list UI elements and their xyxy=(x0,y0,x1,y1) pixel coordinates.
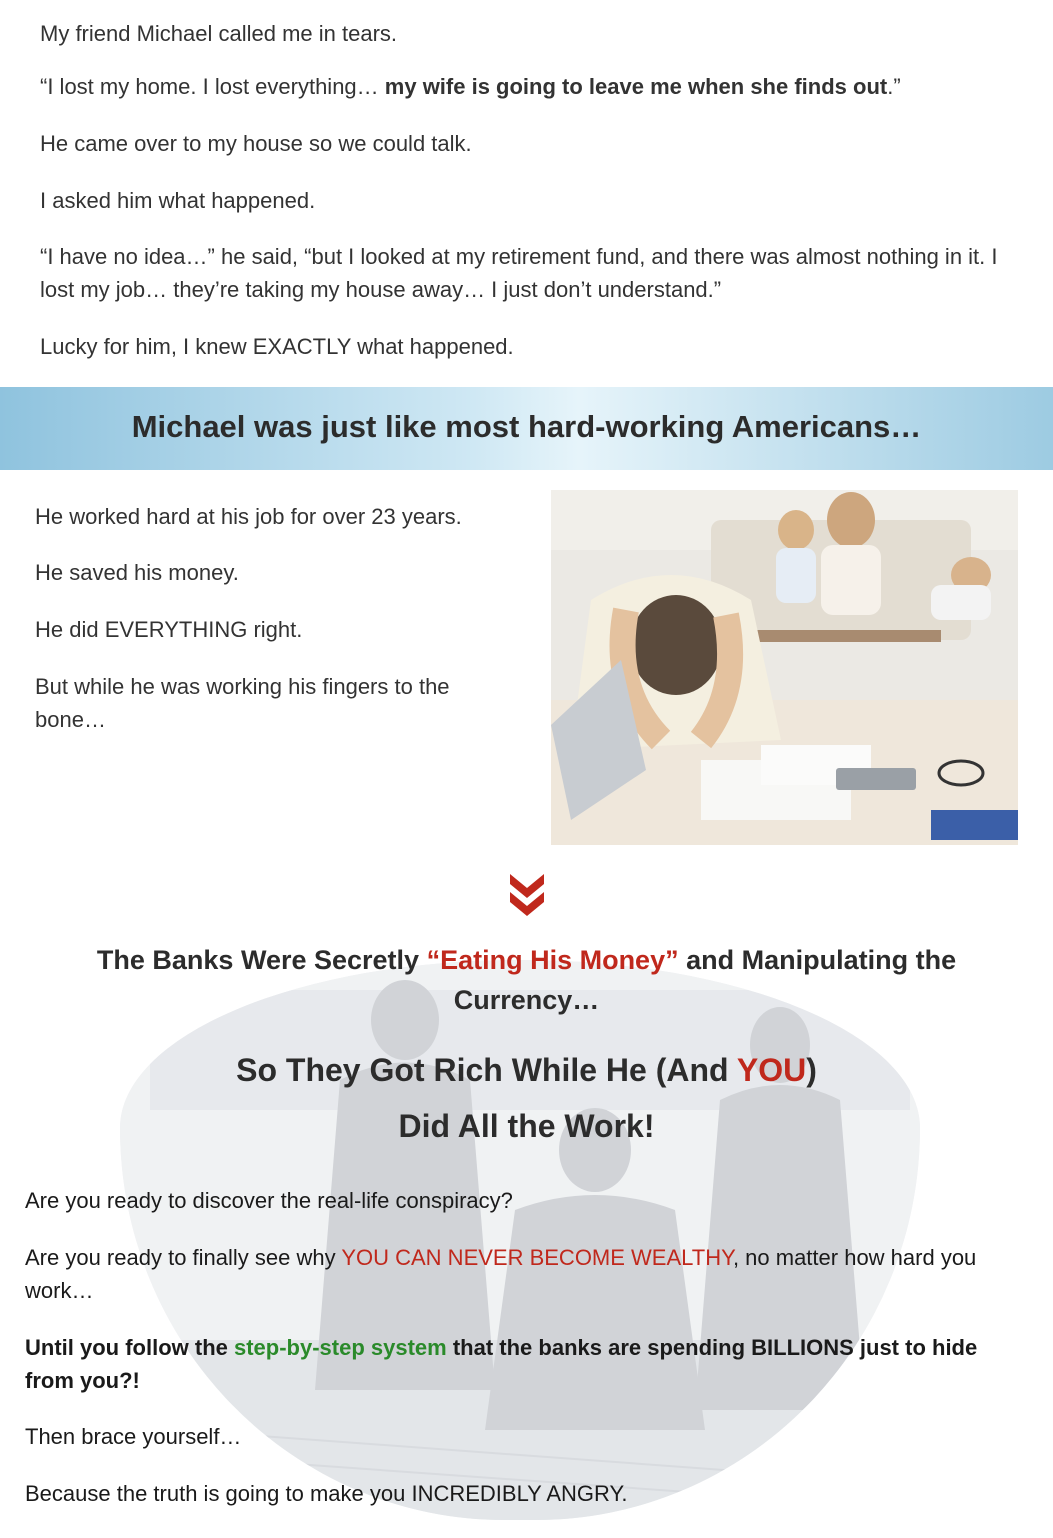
headline-banks-end: and Manipulating the Currency… xyxy=(453,945,957,1015)
intro-paragraph-1: My friend Michael called me in tears. xyxy=(40,21,398,46)
closing-p3-highlight: step-by-step system xyxy=(233,1335,447,1360)
intro-paragraph-2 xyxy=(40,70,1020,103)
story-paragraph-2: He saved his money. xyxy=(35,560,239,585)
closing-paragraph-2 xyxy=(25,1241,1030,1307)
intro-quote-end: .” xyxy=(887,74,901,99)
closing-paragraph-5: Because the truth is going to make you INCREDIBLY ANGRY. xyxy=(25,1481,628,1506)
intro-card xyxy=(0,0,1053,387)
headline-work: Did All the Work! xyxy=(398,1108,655,1144)
intro-quote-start: “I lost my home. I lost everything… xyxy=(40,74,385,99)
intro-paragraph-3: He came over to my house so we could talk. xyxy=(40,131,472,156)
closing-p2-start: Are you ready to finally see why xyxy=(25,1245,342,1270)
section-heading: Michael was just like most hard-working Americans… xyxy=(131,409,922,444)
closing-paragraph-1: Are you ready to discover the real-life conspiracy? xyxy=(25,1188,513,1213)
closing-p2-end: , no matter how hard you work… xyxy=(25,1245,977,1303)
headline-banks-start: The Banks Were Secretly xyxy=(96,945,427,975)
headline-rich xyxy=(40,1050,1013,1090)
headline-rich-start: So They Got Rich While He (And xyxy=(236,1052,737,1088)
headline-banks-highlight: “Eating His Money” xyxy=(426,945,679,975)
intro-paragraph-6: Lucky for him, I knew EXACTLY what happened. xyxy=(40,334,514,359)
intro-paragraph-4: I asked him what happened. xyxy=(40,188,316,213)
headline-rich-highlight: YOU xyxy=(736,1052,807,1088)
story-paragraph-3: He did EVERYTHING right. xyxy=(35,617,303,642)
headline-rich-end: ) xyxy=(806,1052,817,1088)
intro-paragraph-5: “I have no idea…” he said, “but I looked at my retirement fund, and there was almost nothing in it. I lost my job… they’re taking my house away… I just don’t understand.” xyxy=(40,244,998,302)
closing-paragraph-3 xyxy=(25,1331,1030,1397)
closing-p3-start: Until you follow the xyxy=(25,1335,234,1360)
double-chevron-down-icon xyxy=(505,868,549,918)
intro-quote-bold: my wife is going to leave me when she finds out xyxy=(384,74,888,99)
story-paragraph-4: But while he was working his fingers to the bone… xyxy=(35,674,450,732)
closing-p3-end: that the banks are spending BILLIONS just to hide from you?! xyxy=(25,1335,978,1393)
stressed-man-photo xyxy=(551,490,1018,845)
headline-banks xyxy=(40,940,1013,1020)
closing-p2-highlight: YOU CAN NEVER BECOME WEALTHY xyxy=(341,1245,733,1270)
closing-paragraph-4: Then brace yourself… xyxy=(25,1424,242,1449)
story-paragraph-1: He worked hard at his job for over 23 years. xyxy=(35,504,462,529)
section-heading-band xyxy=(0,387,1053,470)
